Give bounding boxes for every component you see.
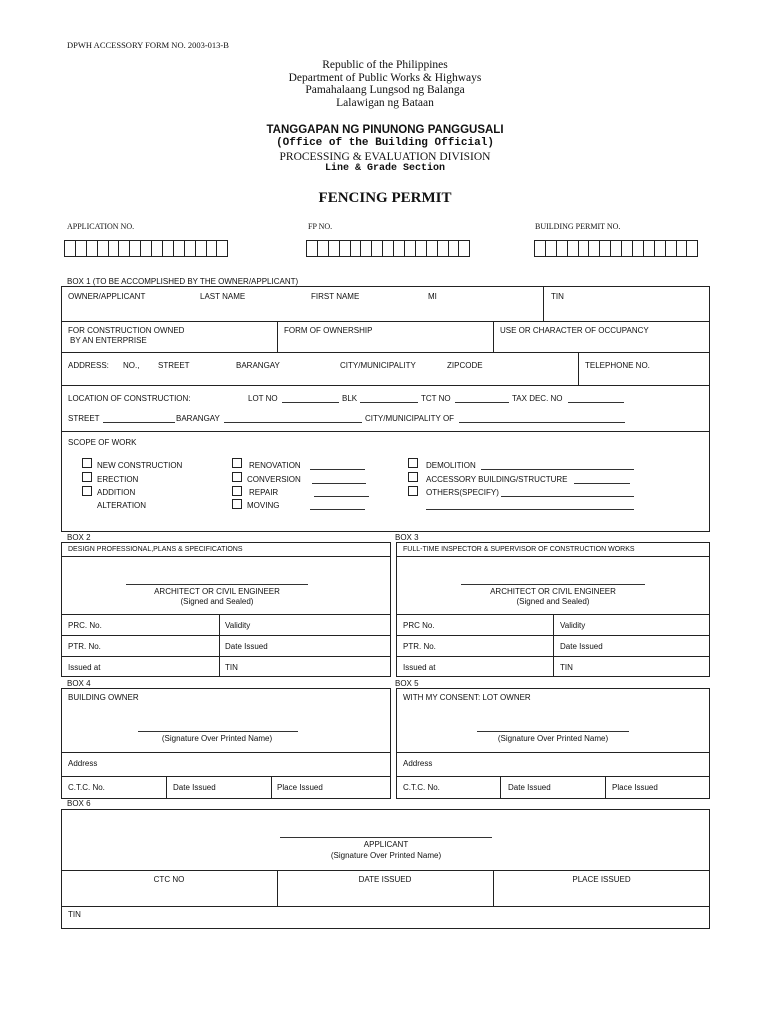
box3-prc-no: PRC No. xyxy=(403,621,435,630)
others-line[interactable] xyxy=(501,496,634,497)
office-english: (Office of the Building Official) xyxy=(276,137,494,149)
box3-ptr-no: PTR. No. xyxy=(403,642,436,651)
address-street-label: STREET xyxy=(158,361,190,370)
box5-address: Address xyxy=(403,759,433,768)
accessory-label: ACCESSORY BUILDING/STRUCTURE xyxy=(426,475,568,484)
new-construction-label: NEW CONSTRUCTION xyxy=(97,461,183,470)
others-label: OTHERS(SPECIFY) xyxy=(426,488,499,497)
location-city-label: CITY/MUNICIPALITY OF xyxy=(365,414,455,423)
conversion-label: CONVERSION xyxy=(247,475,301,484)
box2-signature-line[interactable] xyxy=(126,584,308,585)
renovation-label: RENOVATION xyxy=(249,461,301,470)
conversion-checkbox[interactable] xyxy=(232,472,242,482)
box2-heading: DESIGN PROFESSIONAL,PLANS & SPECIFICATIONS xyxy=(68,546,243,553)
location-street-line[interactable] xyxy=(103,422,175,423)
box4-signature: (Signature Over Printed Name) xyxy=(161,734,273,743)
repair-checkbox[interactable] xyxy=(232,486,242,496)
box6-date-issued: DATE ISSUED xyxy=(358,875,412,884)
scope-of-work-label: SCOPE OF WORK xyxy=(68,438,137,447)
construction-owned-label: FOR CONSTRUCTION OWNED BY AN ENTERPRISE xyxy=(68,326,185,345)
box4-label: BOX 4 xyxy=(67,679,91,688)
erection-label: ERECTION xyxy=(97,475,139,484)
tax-dec-label: TAX DEC. NO xyxy=(512,394,563,403)
section-line: Line & Grade Section xyxy=(324,163,446,174)
others-checkbox[interactable] xyxy=(408,486,418,496)
applicant-signature-line[interactable] xyxy=(280,837,492,838)
department-line: Department of Public Works & Highways xyxy=(288,71,482,84)
box3-heading: FULL-TIME INSPECTOR & SUPERVISOR OF CONSTRUCTION WORKS xyxy=(403,546,635,553)
header-block xyxy=(0,59,770,109)
location-barangay-line[interactable] xyxy=(224,422,362,423)
box5-label: BOX 5 xyxy=(395,679,419,688)
tax-dec-line[interactable] xyxy=(568,402,624,403)
fp-no-label: FP NO. xyxy=(308,222,333,231)
box1-heading: BOX 1 (TO BE ACCOMPLISHED BY THE OWNER/APPLICANT) xyxy=(67,277,299,286)
moving-checkbox[interactable] xyxy=(232,499,242,509)
repair-line[interactable] xyxy=(314,496,369,497)
box3-validity: Validity xyxy=(560,621,586,630)
box6-place-issued: PLACE ISSUED xyxy=(572,875,631,884)
box5-signature-line[interactable] xyxy=(477,731,629,732)
box3-date-issued: Date Issued xyxy=(560,642,603,651)
box3-signature-line[interactable] xyxy=(461,584,645,585)
alteration-label: ALTERATION xyxy=(97,501,147,510)
renovation-checkbox[interactable] xyxy=(232,458,242,468)
address-zipcode-label: ZIPCODE xyxy=(447,361,483,370)
box5-date-issued: Date Issued xyxy=(508,783,551,792)
mi-label: MI xyxy=(428,292,437,301)
tct-no-label: TCT NO xyxy=(421,394,451,403)
addition-label: ADDITION xyxy=(97,488,136,497)
demolition-label: DEMOLITION xyxy=(426,461,476,470)
demolition-checkbox[interactable] xyxy=(408,458,418,468)
box3-label: BOX 3 xyxy=(395,533,419,542)
box6-label: BOX 6 xyxy=(67,799,91,808)
box2-issued-at: Issued at xyxy=(68,663,101,672)
republic-line: Republic of the Philippines xyxy=(322,59,448,71)
location-city-line[interactable] xyxy=(459,422,625,423)
address-label: ADDRESS: xyxy=(68,361,109,370)
box6-ctc-no: CTC NO xyxy=(153,875,185,884)
lot-no-label: LOT NO xyxy=(248,394,278,403)
last-name-label: LAST NAME xyxy=(200,292,246,301)
form-number: DPWH ACCESSORY FORM NO. 2003-013-B xyxy=(67,40,229,50)
box2-prc-no: PRC. No. xyxy=(68,621,102,630)
box6-frame xyxy=(61,809,710,929)
division-line: PROCESSING & EVALUATION DIVISION xyxy=(279,151,491,163)
renovation-line[interactable] xyxy=(310,469,365,470)
application-no-label: APPLICATION NO. xyxy=(67,222,135,231)
box2-signer: ARCHITECT OR CIVIL ENGINEER xyxy=(154,587,280,596)
form-of-ownership-label: FORM OF OWNERSHIP xyxy=(284,326,373,335)
office-title: TANGGAPAN NG PINUNONG PANGGUSALI xyxy=(266,124,504,136)
box4-ctc-no: C.T.C. No. xyxy=(68,783,105,792)
box2-ptr-no: PTR. No. xyxy=(68,642,101,651)
addition-checkbox[interactable] xyxy=(82,486,92,496)
box4-frame xyxy=(61,688,391,799)
box2-validity: Validity xyxy=(225,621,251,630)
location-street-label: STREET xyxy=(68,414,100,423)
accessory-checkbox[interactable] xyxy=(408,472,418,482)
conversion-line[interactable] xyxy=(312,483,366,484)
box3-signer: ARCHITECT OR CIVIL ENGINEER xyxy=(490,587,616,596)
repair-label: REPAIR xyxy=(249,488,279,497)
box4-signature-line[interactable] xyxy=(138,731,298,732)
demolition-line[interactable] xyxy=(481,469,634,470)
city-line: Pamahalaang Lungsod ng Balanga xyxy=(305,84,465,97)
box5-signature: (Signature Over Printed Name) xyxy=(497,734,609,743)
others-line-2[interactable] xyxy=(426,509,634,510)
blk-label: BLK xyxy=(342,394,358,403)
box6-signature: (Signature Over Printed Name) xyxy=(330,851,442,860)
box2-signed-sealed: (Signed and Sealed) xyxy=(180,597,254,606)
box6-applicant: APPLICANT xyxy=(363,840,409,849)
tin-label: TIN xyxy=(551,292,564,301)
box3-signed-sealed: (Signed and Sealed) xyxy=(516,597,590,606)
tct-no-line[interactable] xyxy=(455,402,509,403)
moving-label: MOVING xyxy=(247,501,280,510)
box5-frame xyxy=(396,688,710,799)
box3-tin: TIN xyxy=(560,663,573,672)
owner-applicant-label: OWNER/APPLICANT xyxy=(68,292,146,301)
new-construction-checkbox[interactable] xyxy=(82,458,92,468)
province-line: Lalawigan ng Bataan xyxy=(336,96,434,109)
blk-line[interactable] xyxy=(360,402,418,403)
box5-place-issued: Place Issued xyxy=(612,783,658,792)
telephone-label: TELEPHONE NO. xyxy=(585,361,650,370)
use-of-occupancy-label: USE OR CHARACTER OF OCCUPANCY xyxy=(500,326,649,335)
box4-date-issued: Date Issued xyxy=(173,783,216,792)
first-name-label: FIRST NAME xyxy=(311,292,360,301)
box4-place-issued: Place Issued xyxy=(277,783,323,792)
erection-checkbox[interactable] xyxy=(82,472,92,482)
location-barangay-label: BARANGAY xyxy=(176,414,220,423)
box2-label: BOX 2 xyxy=(67,533,91,542)
building-permit-no-label: BUILDING PERMIT NO. xyxy=(535,222,621,231)
location-label: LOCATION OF CONSTRUCTION: xyxy=(68,394,191,403)
box2-date-issued: Date Issued xyxy=(225,642,268,651)
box4-address: Address xyxy=(68,759,98,768)
building-permit-no-boxes[interactable] xyxy=(534,240,697,257)
box6-tin: TIN xyxy=(68,910,81,919)
box4-heading: BUILDING OWNER xyxy=(68,693,139,702)
box3-issued-at: Issued at xyxy=(403,663,436,672)
address-city-label: CITY/MUNICIPALITY xyxy=(340,361,416,370)
moving-line[interactable] xyxy=(310,509,365,510)
box5-heading: WITH MY CONSENT: LOT OWNER xyxy=(403,693,531,702)
box5-ctc-no: C.T.C. No. xyxy=(403,783,440,792)
accessory-line[interactable] xyxy=(574,483,630,484)
box2-tin: TIN xyxy=(225,663,238,672)
address-barangay-label: BARANGAY xyxy=(236,361,280,370)
fp-no-boxes[interactable] xyxy=(306,240,469,257)
application-no-boxes[interactable] xyxy=(64,240,227,257)
lot-no-line[interactable] xyxy=(282,402,339,403)
address-no-label: NO., xyxy=(123,361,140,370)
page-title: FENCING PERMIT xyxy=(318,190,452,206)
